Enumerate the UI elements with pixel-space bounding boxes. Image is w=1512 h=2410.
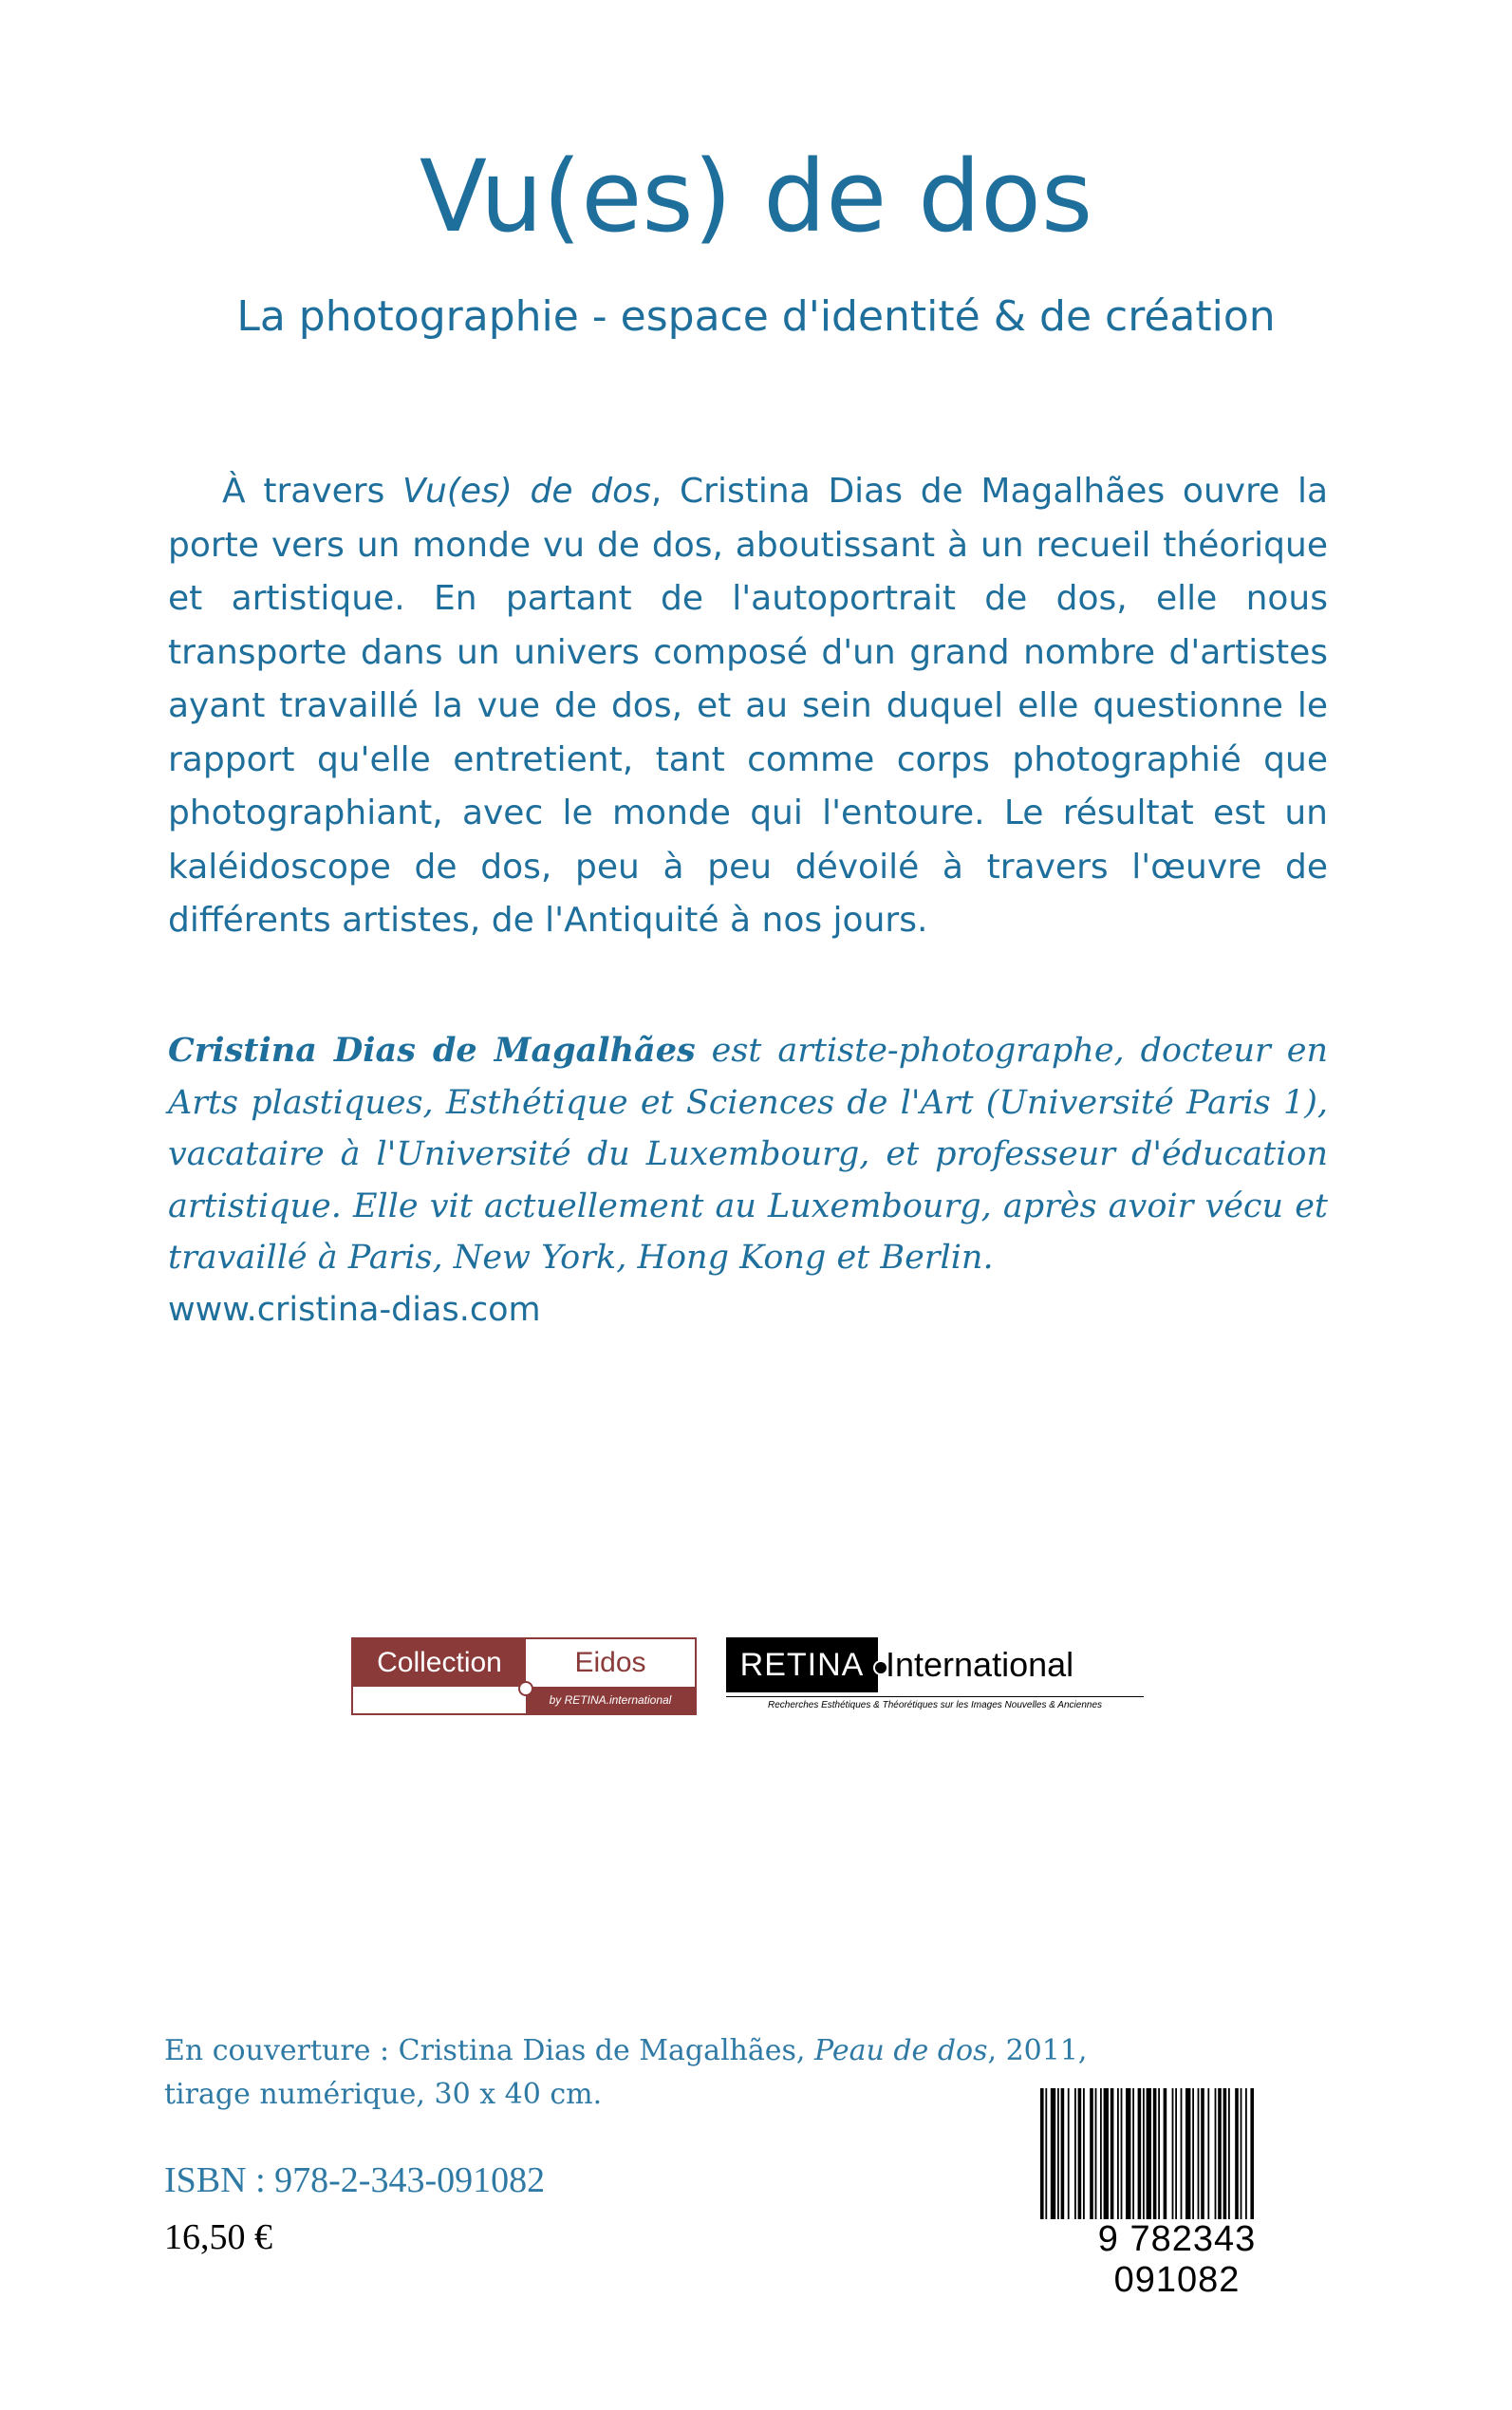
cover-credit-prefix: En couverture : Cristina Dias de Magalhães, xyxy=(164,2034,814,2067)
barcode-bar xyxy=(1040,2088,1044,2221)
collection-name: Eidos xyxy=(526,1639,695,1687)
retina-tagline: Recherches Esthétiques & Théorétiques sur les Images Nouvelles & Anciennes xyxy=(767,1700,1103,1710)
barcode-bar xyxy=(1111,2088,1114,2221)
barcode-bar xyxy=(1051,2088,1055,2221)
barcode-bar xyxy=(1045,2088,1047,2221)
barcode-bar xyxy=(1104,2088,1109,2221)
barcode-bar xyxy=(1147,2088,1151,2221)
barcode-bar xyxy=(1175,2088,1177,2221)
barcode-bar xyxy=(1164,2088,1167,2221)
blurb-text: , Cristina Dias de Magalhães ouvre la porte vers un monde vu de dos, aboutissant à un recueil théorique et artistique. En partant de l'autoportrait de dos, elle nous transporte dans un univers composé d'un grand nombre d'artistes ayant travaillé la vue de dos, et au sein duquel elle questionne le rapport qu'elle entretient, tant comme corps photographié que photographiant, avec le monde qui l'entoure. Le résultat est un kaléidoscope de dos, peu à peu dévoilé à travers l'œuvre de différents artistes, de l'Antiquité à nos jours. xyxy=(168,472,1328,940)
barcode-bar xyxy=(1074,2088,1076,2221)
barcode-bar xyxy=(1068,2088,1070,2221)
barcode-digits: 9 782343 091082 xyxy=(1035,2219,1319,2301)
barcode-bar xyxy=(1198,2088,1200,2221)
retina-international-logo xyxy=(726,1637,1144,1715)
retina-divider xyxy=(726,1696,1144,1697)
barcode-bar xyxy=(1192,2088,1194,2221)
collection-word: Collection xyxy=(353,1639,526,1687)
barcode-bar xyxy=(1241,2088,1242,2221)
price: 16,50 € xyxy=(164,2217,272,2257)
cover-work-title: Peau de dos xyxy=(814,2034,988,2067)
cover-credit-line2: tirage numérique, 30 x 40 cm. xyxy=(164,2078,603,2111)
author-bio-text: est artiste-photographe, docteur en Arts plastiques, Esthétique et Sciences de l'Art (Université Paris 1), vacataire à l'Université du Luxembourg, et professeur d'éducation artistique. Elle vit actuellement au Luxembourg, après avoir vécu et travaillé à Paris, New York, Hong Kong et Berlin. xyxy=(168,1032,1328,1277)
retina-international-word: International xyxy=(886,1645,1074,1684)
blurb-book-title: Vu(es) de dos xyxy=(402,472,651,511)
barcode-bar xyxy=(1223,2088,1227,2221)
barcode-bar xyxy=(1095,2088,1097,2221)
barcode-bar xyxy=(1185,2088,1190,2221)
collection-dot-icon xyxy=(518,1681,533,1696)
barcode-bar xyxy=(1228,2088,1230,2221)
barcode-bar xyxy=(1215,2088,1217,2221)
barcode-bar xyxy=(1100,2088,1102,2221)
barcode-bar xyxy=(1083,2088,1085,2221)
barcode-bar xyxy=(1235,2088,1239,2221)
barcode-icon xyxy=(1035,2088,1319,2221)
back-cover-blurb xyxy=(168,465,1328,948)
barcode-bar xyxy=(1126,2088,1130,2221)
barcode-bar xyxy=(1218,2088,1222,2221)
barcode-bar xyxy=(1057,2088,1059,2221)
blurb-lead: À travers xyxy=(222,472,403,511)
book-subtitle: La photographie - espace d'identité & de création xyxy=(236,292,1276,341)
cover-credit-suffix: , 2011, xyxy=(987,2034,1088,2067)
barcode-bar xyxy=(1172,2088,1174,2221)
barcode-bar xyxy=(1117,2088,1119,2221)
author-name: Cristina Dias de Magalhães xyxy=(168,1031,696,1070)
barcode-bar xyxy=(1090,2088,1093,2221)
barcode-bar xyxy=(1207,2088,1209,2221)
barcode-bar xyxy=(1250,2088,1254,2221)
collection-eidos-logo xyxy=(351,1637,697,1715)
barcode-bar xyxy=(1061,2088,1065,2221)
barcode-bar xyxy=(1121,2088,1123,2221)
cover-credit xyxy=(164,2029,1113,2117)
barcode-bar xyxy=(1201,2088,1204,2221)
author-bio xyxy=(168,1025,1328,1336)
barcode-bar xyxy=(1245,2088,1247,2221)
collection-byline: by RETINA.international xyxy=(526,1687,695,1713)
barcode-bar xyxy=(1143,2088,1145,2221)
author-website-link[interactable]: www.cristina-dias.com xyxy=(168,1290,541,1329)
barcode-bar xyxy=(1138,2088,1142,2221)
retina-word: RETINA xyxy=(726,1637,878,1692)
barcode-bar xyxy=(1078,2088,1082,2221)
barcode-bar xyxy=(1158,2088,1160,2221)
barcode-bar xyxy=(1153,2088,1157,2221)
isbn: ISBN : 978-2-343-091082 xyxy=(164,2160,546,2200)
barcode-bar xyxy=(1181,2088,1183,2221)
barcode-bar xyxy=(1132,2088,1134,2221)
book-title: Vu(es) de dos xyxy=(419,139,1093,254)
